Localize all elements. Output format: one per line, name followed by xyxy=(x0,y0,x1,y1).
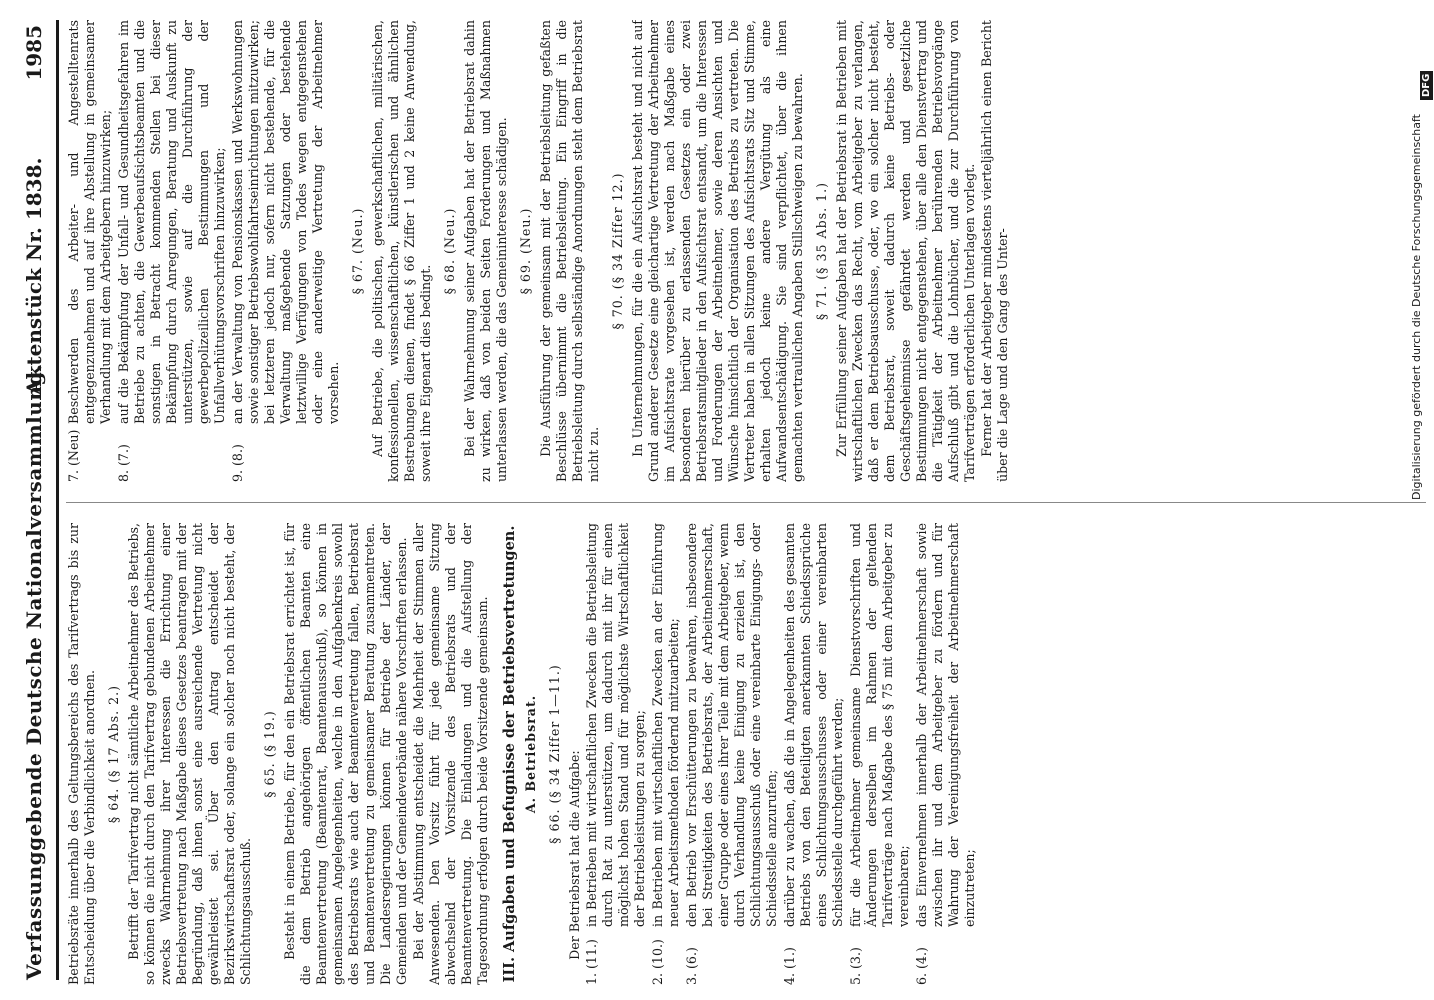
list-item xyxy=(684,523,780,985)
item-number: 4. (1.) xyxy=(782,947,797,985)
chapter-heading: III. Aufgaben und Befugnisse der Betriebsvertretungen. xyxy=(501,525,518,983)
item-text: für die Arbeitnehmer gemeinsame Dienstvorschriften und Änderungen derselben im Rahmen der geltenden Tarifverträge nach Maßgabe des § 75 mit dem Arbeitgeber zu vereinbaren; xyxy=(848,523,911,927)
item-number: 9. (8.) xyxy=(230,444,245,482)
paragraph: Auf Betriebe, die politischen, gewerkschaftlichen, militärischen, konfessionellen, wissenschaftlichen, künstlerischen und ähnlichen Bestrebungen dienen, findet § 66 Ziffer 1 und 2 keine Anwendung, soweit ihre Eigenart dies bedingt. xyxy=(370,20,433,482)
digitization-note: Digitalisierung gefördert durch die Deutsche Forschungsgemeinschaft xyxy=(1410,114,1423,500)
item-number: 7. (Neu) xyxy=(66,429,81,482)
document-number: Aktenstück Nr. 1838. xyxy=(22,157,46,395)
paragraph: Der Betriebsrat hat die Aufgabe: xyxy=(567,750,582,960)
list-item xyxy=(848,523,912,985)
list-item xyxy=(914,523,978,985)
item-text: Beschwerden des Arbeiter- und Angestelltenrats entgegenzunehmen und auf ihre Abstellung in gemeinsamer Verhandlung mit dem Arbeitgebern hinzuwirken; xyxy=(66,20,113,424)
paragraph: Besteht in einem Betriebe, für den ein Betriebsrat errichtet ist, für die dem Betrieb angehörigen öffentlichen Beamten eine Beamtenvertretung (Beamtenrat, Beamtenausschuß), so können in gemeinsamen Angelegenheiten, welche in den Aufgabenkreis sowohl des Betriebsrats wie auch der Beamtenvertretung fallen, Betriebsrat und Beamtenvertretung zu gemeinsamer Beratung zusammentreten. Die Landesregierungen können für Betriebe der Länder, der Gemeinden und der Gemeindeverbände nähere Vorschriften erlassen. xyxy=(282,523,409,985)
paragraph: Die Ausführung der gemeinsam mit der Betriebsleitung gefaßten Beschlüsse übernimmt die Betriebsleitung. Ein Eingriff in die Betriebsleitung durch selbständige Anordnungen steht dem Betriebsrat nicht zu. xyxy=(538,20,601,482)
paragraph: Betriebsräte innerhalb des Geltungsbereichs des Tarifvertrags bis zur Entscheidung über die Verbindlichkeit anordnen. xyxy=(66,523,97,985)
paragraph: Ferner hat der Arbeitgeber mindestens vierteljährlich einen Bericht über die Lage und den Gang des Unter- xyxy=(979,20,1010,482)
list-item xyxy=(230,20,342,482)
section-heading-65: § 65. (§ 19.) xyxy=(262,710,277,798)
section-heading-70: § 70. (§ 34 Ziffer 12.) xyxy=(610,172,625,330)
left-column xyxy=(66,523,1426,985)
item-text: in Betrieben mit wirtschaftlichen Zwecken die Betriebsleitung durch Rat zu unterstützen, um dadurch mit ihr für einen möglichst hohen Stand und für möglichste Wirtschaftlichkeit der Betriebsleistungen zu sorgen; xyxy=(584,523,647,927)
section-heading-64: § 64. (§ 17 Abs. 2.) xyxy=(106,684,121,824)
right-column xyxy=(66,20,1426,482)
list-item xyxy=(650,523,682,985)
item-text: das Einvernehmen innerhalb der Arbeitnehmerschaft sowie zwischen ihr und dem Arbeitgeber zu fördern und für Wahrung der Vereinigungsfreiheit der Arbeitnehmerschaft einzutreten; xyxy=(914,523,977,927)
item-number: 6. (4.) xyxy=(914,947,929,985)
section-heading-66: § 66. (§ 34 Ziffer 1—11.) xyxy=(547,664,562,844)
item-text: in Betrieben mit wirtschaftlichen Zwecken an der Einführung neuer Arbeitsmethoden fördernd mitzuarbeiten; xyxy=(650,523,681,927)
item-number: 3. (6.) xyxy=(684,947,699,985)
section-heading-68: § 68. (Neu.) xyxy=(442,207,457,295)
list-item xyxy=(66,20,114,482)
list-item xyxy=(782,523,846,985)
paragraph: Zur Erfüllung seiner Aufgaben hat der Betriebsrat in Betrieben mit wirtschaftlichen Zwecken das Recht, vom Arbeitgeber zu verlangen, daß er dem Betriebsausschusse, oder, wo ein solcher nicht besteht, dem Betriebsrat, soweit dadurch keine Betriebs- oder Geschäftsgeheimnisse gefährdet werden und gesetzliche Bestimmungen nicht entgegenstehen, über alle den Dienstvertrag und die Tätigkeit der Arbeitnehmer berührenden Betriebsvorgänge Aufschluß gibt und die Lohnbücher, und die zur Durchführung von Tarifverträgen erforderlichen Unterlagen vorlegt. xyxy=(834,20,977,482)
page-header xyxy=(22,25,54,980)
item-text: an der Verwaltung von Pensionskassen und Werkswohnungen sowie sonstiger Betriebswohlfahrtseinrichtungen mitzuwirken; bei letzteren jedoch nur, sofern nicht bestehende, für die Verwaltung maßgebende Satzungen oder bestehende letztwillige Verfügungen von Todes wegen entgegenstehen oder eine anderweitige Vertretung der Arbeitnehmer vorsehen. xyxy=(230,20,341,424)
item-text: auf die Bekämpfung der Unfall- und Gesundheitsgefahren im Betriebe zu achten, die Gewerbeaufsichtsbeamten und die sonstigen in Betracht kommenden Stellen bei dieser Bekämpfung durch Anregungen, Beratung und Auskunft zu unterstützen, sowie auf die Durchführung der gewerbepolizeilichen Bestimmungen und der Unfallverhütungsvorschriften hinzuwirken; xyxy=(116,20,227,424)
column-divider xyxy=(66,502,1426,503)
item-text: darüber zu wachen, daß die in Angelegenheiten des gesamten Betriebs von den Beteiligten anerkannten Schiedssprüche eines Schlichtungsausschusses oder einer vereinbarten Schiedsstelle durchgeführt werden; xyxy=(782,523,845,927)
list-item xyxy=(584,523,648,985)
paragraph: Betrifft der Tarifvertrag nicht sämtliche Arbeitnehmer des Betriebs, so können die nicht durch den Tarifvertrag gebundenen Arbeitnehmer zwecks Wahrnehmung ihrer Interessen die Errichtung einer Betriebsvertretung nach Maßgabe dieses Gesetzes beantragen mit der Begründung, daß ihnen sonst eine ausreichende Vertretung nicht gewährleistet sei. Über den Antrag entscheidet der Bezirkswirtschaftsrat oder, solange ein solcher noch nicht besteht, der Schlichtungsausschuß. xyxy=(126,523,253,985)
item-number: 2. (10.) xyxy=(650,939,665,985)
item-number: 1. (11.) xyxy=(584,939,599,985)
sub-heading: A. Betriebsrat. xyxy=(523,694,538,814)
item-number: 8. (7.) xyxy=(116,444,131,482)
item-text: den Betrieb vor Erschütterungen zu bewahren, insbesondere bei Streitigkeiten des Betriebsrats, der Arbeitnehmerschaft, einer Gruppe oder eines ihrer Teile mit dem Arbeitgeber, wenn durch Verhandlung keine Einigung zu erzielen ist, den Schlichtungsausschuß oder eine vereinbarte Einigungs- oder Schiedsstelle anzurufen; xyxy=(684,523,779,927)
document-title: Verfassunggebende Deutsche Nationalversammlung. xyxy=(22,363,46,980)
paragraph: Bei der Abstimmung entscheidet die Mehrheit der Stimmen aller Anwesenden. Den Vorsitz führt für jede gemeinsame Sitzung abwechselnd der Vorsitzende des Betriebsrats und der Beamtenvertretung. Die Einladungen und die Aufstellung der Tagesordnung erfolgen durch beide Vorsitzende gemeinsam. xyxy=(411,523,490,985)
section-heading-71: § 71. (§ 35 Abs. 1.) xyxy=(814,181,829,321)
paragraph: In Unternehmungen, für die ein Aufsichtsrat besteht und nicht auf Grund anderer Gesetze eine gleichartige Vertretung der Arbeitnehmer im Aufsichtsrate vorgesehen ist, werden nach Maßgabe eines besonderen hierüber zu erlassenden Gesetzes ein oder zwei Betriebsratsmitglieder in den Aufsichtsrat entsandt, um die Interessen und Forderungen der Arbeitnehmer, sowie deren Ansichten und Wünsche hinsichtlich der Organisation des Betriebs zu vertreten. Die Vertreter haben in allen Sitzungen des Aufsichtsrats Sitz und Stimme, erhalten jedoch keine andere Vergütung als eine Aufwandsentschädigung. Sie sind verpflichtet, über die ihnen gemachten vertraulichen Angaben Stillschweigen zu bewahren. xyxy=(630,20,805,482)
header-rule xyxy=(56,20,59,980)
paragraph: Bei der Wahrnehmung seiner Aufgaben hat der Betriebsrat dahin zu wirken, daß von beiden Seiten Forderungen und Maßnahmen unterlassen werden, die das Gemeininteresse schädigen. xyxy=(462,20,509,482)
page-number: 1985 xyxy=(22,25,46,81)
dfg-logo: DFG xyxy=(1420,71,1433,100)
section-heading-69: § 69. (Neu.) xyxy=(518,207,533,295)
section-heading-67: § 67. (Neu.) xyxy=(350,207,365,295)
list-item xyxy=(116,20,228,482)
item-number: 5. (3.) xyxy=(848,947,863,985)
